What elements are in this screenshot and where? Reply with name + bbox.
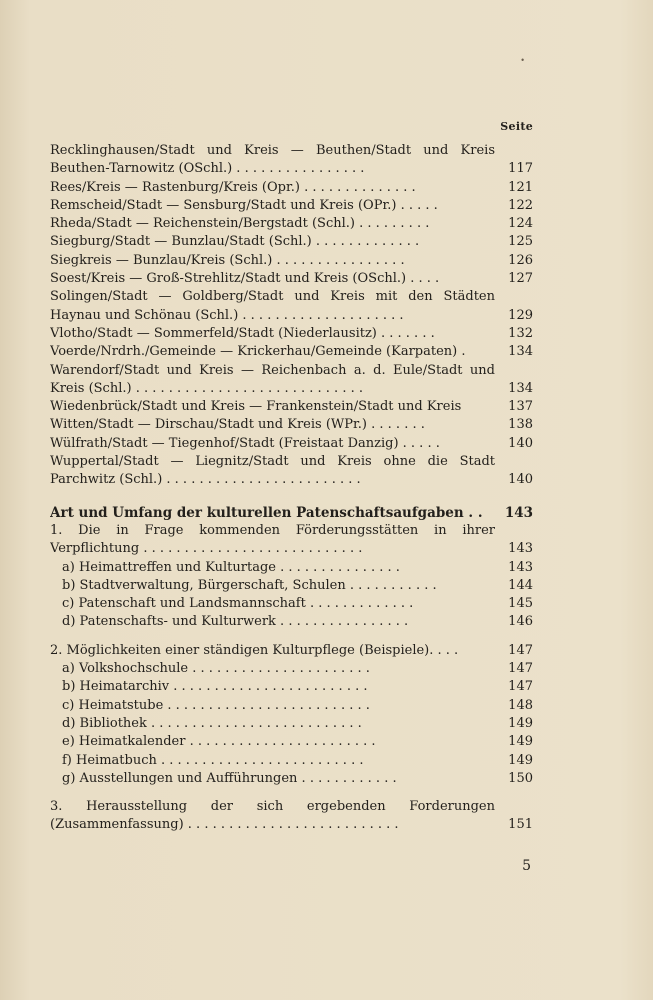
subsection-text: 1. Die in Frage kommenden Förderungsstätten in ihrer Verpflichtung . . . . . . . . . . . . . . . . . . . . . . . . . . . xyxy=(50,522,495,557)
subsection-text: 2. Möglichkeiten einer ständigen Kulturpflege (Beispiele). . . . xyxy=(50,642,459,658)
subsection-item-text: g) Ausstellungen und Aufführungen . . . . . . . . . . . . xyxy=(62,770,397,786)
subsection-item-text: f) Heimatbuch . . . . . . . . . . . . . . . . . . . . . . . . . xyxy=(62,752,364,768)
subsection-item-text: b) Heimatarchiv . . . . . . . . . . . . . . . . . . . . . . . . xyxy=(62,679,368,695)
subsection-3 xyxy=(50,798,533,835)
toc-entry-text: Siegkreis — Bunzlau/Kreis (Schl.) . . . . . . . . . . . . . . . . xyxy=(50,252,405,268)
toc-entry-text: Soest/Kreis — Groß-Strehlitz/Stadt und Kreis (OSchl.) . . . . xyxy=(50,271,440,287)
subsection-item xyxy=(50,559,533,577)
toc-entry-text: Siegburg/Stadt — Bunzlau/Stadt (Schl.) . . . . . . . . . . . . . xyxy=(50,234,420,250)
toc-entry xyxy=(50,416,533,434)
subsection-item xyxy=(50,697,533,715)
toc-entry xyxy=(50,142,533,179)
subsection-item-page: 143 xyxy=(508,559,533,575)
subsection-item-page: 150 xyxy=(508,770,533,786)
toc-entry-page: 117 xyxy=(508,161,533,177)
toc-entry-text: Recklinghausen/Stadt und Kreis — Beuthen/Stadt und Kreis Beuthen-Tarnowitz (OSchl.) . . . . . . . . . . . . . . . . xyxy=(50,143,495,177)
section-heading xyxy=(50,504,533,522)
toc-entry-page: 122 xyxy=(508,197,533,213)
toc-entry-page: 124 xyxy=(508,216,533,232)
toc-entry-text: Warendorf/Stadt und Kreis — Reichenbach a. d. Eule/Stadt und Kreis (Schl.) . . . . . . . . . . . . . . . . . . . . . . . . . . . . xyxy=(50,362,495,396)
toc-entry-text: Wülfrath/Stadt — Tiegenhof/Stadt (Freistaat Danzig) . . . . . xyxy=(50,435,440,451)
subsection-item-page: 148 xyxy=(508,697,533,713)
subsection-item-text: c) Heimatstube . . . . . . . . . . . . . . . . . . . . . . . . . xyxy=(62,697,370,713)
subsection-page: 151 xyxy=(508,817,533,833)
toc-entry xyxy=(50,215,533,233)
subsection-item-text: a) Volkshochschule . . . . . . . . . . . . . . . . . . . . . . xyxy=(62,661,370,677)
toc-entry xyxy=(50,179,533,197)
toc-entry-page: 138 xyxy=(508,417,533,433)
toc-entry-text: Wuppertal/Stadt — Liegnitz/Stadt und Kreis ohne die Stadt Parchwitz (Schl.) . . . . . . . . . . . . . . . . . . . . . . . . xyxy=(50,454,495,488)
toc-entry xyxy=(50,453,533,490)
page-speck: • xyxy=(520,56,525,65)
subsection-item-text: e) Heimatkalender . . . . . . . . . . . . . . . . . . . . . . . xyxy=(62,734,376,750)
page-column-header: Seite xyxy=(500,120,533,133)
toc-entry-text: Rees/Kreis — Rastenburg/Kreis (Opr.) . . . . . . . . . . . . . . xyxy=(50,179,416,195)
subsection-item-page: 149 xyxy=(508,715,533,731)
subsection-item-text: d) Patenschafts- und Kulturwerk . . . . . . . . . . . . . . . . xyxy=(62,614,409,630)
toc-entry xyxy=(50,252,533,270)
toc-entry-text: Witten/Stadt — Dirschau/Stadt und Kreis (WPr.) . . . . . . . xyxy=(50,417,425,433)
subsection-page: 143 xyxy=(508,541,533,557)
subsection-item-page: 147 xyxy=(508,679,533,695)
toc-entry-page: 134 xyxy=(508,344,533,360)
toc-entry-page: 121 xyxy=(508,179,533,195)
toc-entry-page: 134 xyxy=(508,380,533,396)
toc-entry-page: 132 xyxy=(508,325,533,341)
toc-entry xyxy=(50,270,533,288)
toc-entry-page: 140 xyxy=(508,435,533,451)
toc-entry-text: Rheda/Stadt — Reichenstein/Bergstadt (Schl.) . . . . . . . . . xyxy=(50,216,430,232)
page-number: 5 xyxy=(522,858,531,874)
subsection-item xyxy=(50,733,533,751)
subsection-item-page: 147 xyxy=(508,661,533,677)
subsection-item xyxy=(50,678,533,696)
toc-entry xyxy=(50,435,533,453)
table-of-contents xyxy=(50,142,533,835)
toc-entry xyxy=(50,288,533,325)
subsection-item-page: 144 xyxy=(508,577,533,593)
subsection-item-page: 146 xyxy=(508,614,533,630)
toc-entry-page: 129 xyxy=(508,307,533,323)
toc-entry-page: 126 xyxy=(508,252,533,268)
section-heading-text: Art und Umfang der kulturellen Patenschaftsaufgaben . . xyxy=(50,504,483,521)
toc-entry xyxy=(50,398,533,416)
subsection-item xyxy=(50,770,533,788)
subsection-item-text: c) Patenschaft und Landsmannschaft . . . . . . . . . . . . . xyxy=(62,596,414,612)
toc-entry-text: Vlotho/Stadt — Sommerfeld/Stadt (Niederlausitz) . . . . . . . xyxy=(50,325,435,341)
subsection-item-page: 149 xyxy=(508,752,533,768)
toc-entry-text: Voerde/Nrdrh./Gemeinde — Krickerhau/Gemeinde (Karpaten) . xyxy=(50,344,466,360)
toc-entry xyxy=(50,343,533,361)
subsection-item-text: b) Stadtverwaltung, Bürgerschaft, Schulen . . . . . . . . . . . xyxy=(62,577,437,593)
subsection-item-page: 149 xyxy=(508,734,533,750)
toc-entry-page: 137 xyxy=(508,399,533,415)
toc-entry-page: 140 xyxy=(508,472,533,488)
toc-entry xyxy=(50,233,533,251)
subsection-item xyxy=(50,660,533,678)
toc-entry-page: 125 xyxy=(508,234,533,250)
toc-entry-page: 127 xyxy=(508,271,533,287)
toc-entry xyxy=(50,325,533,343)
subsection-item xyxy=(50,752,533,770)
subsection-item xyxy=(50,577,533,595)
subsection-item-page: 145 xyxy=(508,596,533,612)
subsection-text: 3. Herausstellung der sich ergebenden Forderungen (Zusammenfassung) . . . . . . . . . . . . . . . . . . . . . . . . . . xyxy=(50,799,495,833)
subsection-item xyxy=(50,595,533,613)
subsection-page: 147 xyxy=(508,642,533,658)
toc-entry xyxy=(50,362,533,399)
toc-entry-text: Solingen/Stadt — Goldberg/Stadt und Kreis mit den Städten Haynau und Schönau (Schl.) . . . . . . . . . . . . . . . . . . . . xyxy=(50,289,495,323)
toc-entry-text: Wiedenbrück/Stadt und Kreis — Frankenstein/Stadt und Kreis xyxy=(50,399,462,415)
subsection-item-text: a) Heimattreffen und Kulturtage . . . . . . . . . . . . . . . xyxy=(62,559,400,575)
toc-entry-text: Remscheid/Stadt — Sensburg/Stadt und Kreis (OPr.) . . . . . xyxy=(50,197,438,213)
subsection-item-text: d) Bibliothek . . . . . . . . . . . . . . . . . . . . . . . . . . xyxy=(62,715,362,731)
subsection-2 xyxy=(50,642,533,660)
toc-entry xyxy=(50,197,533,215)
subsection-item xyxy=(50,613,533,631)
subsection-1 xyxy=(50,522,533,559)
subsection-item xyxy=(50,715,533,733)
section-heading-page: 143 xyxy=(504,504,533,521)
